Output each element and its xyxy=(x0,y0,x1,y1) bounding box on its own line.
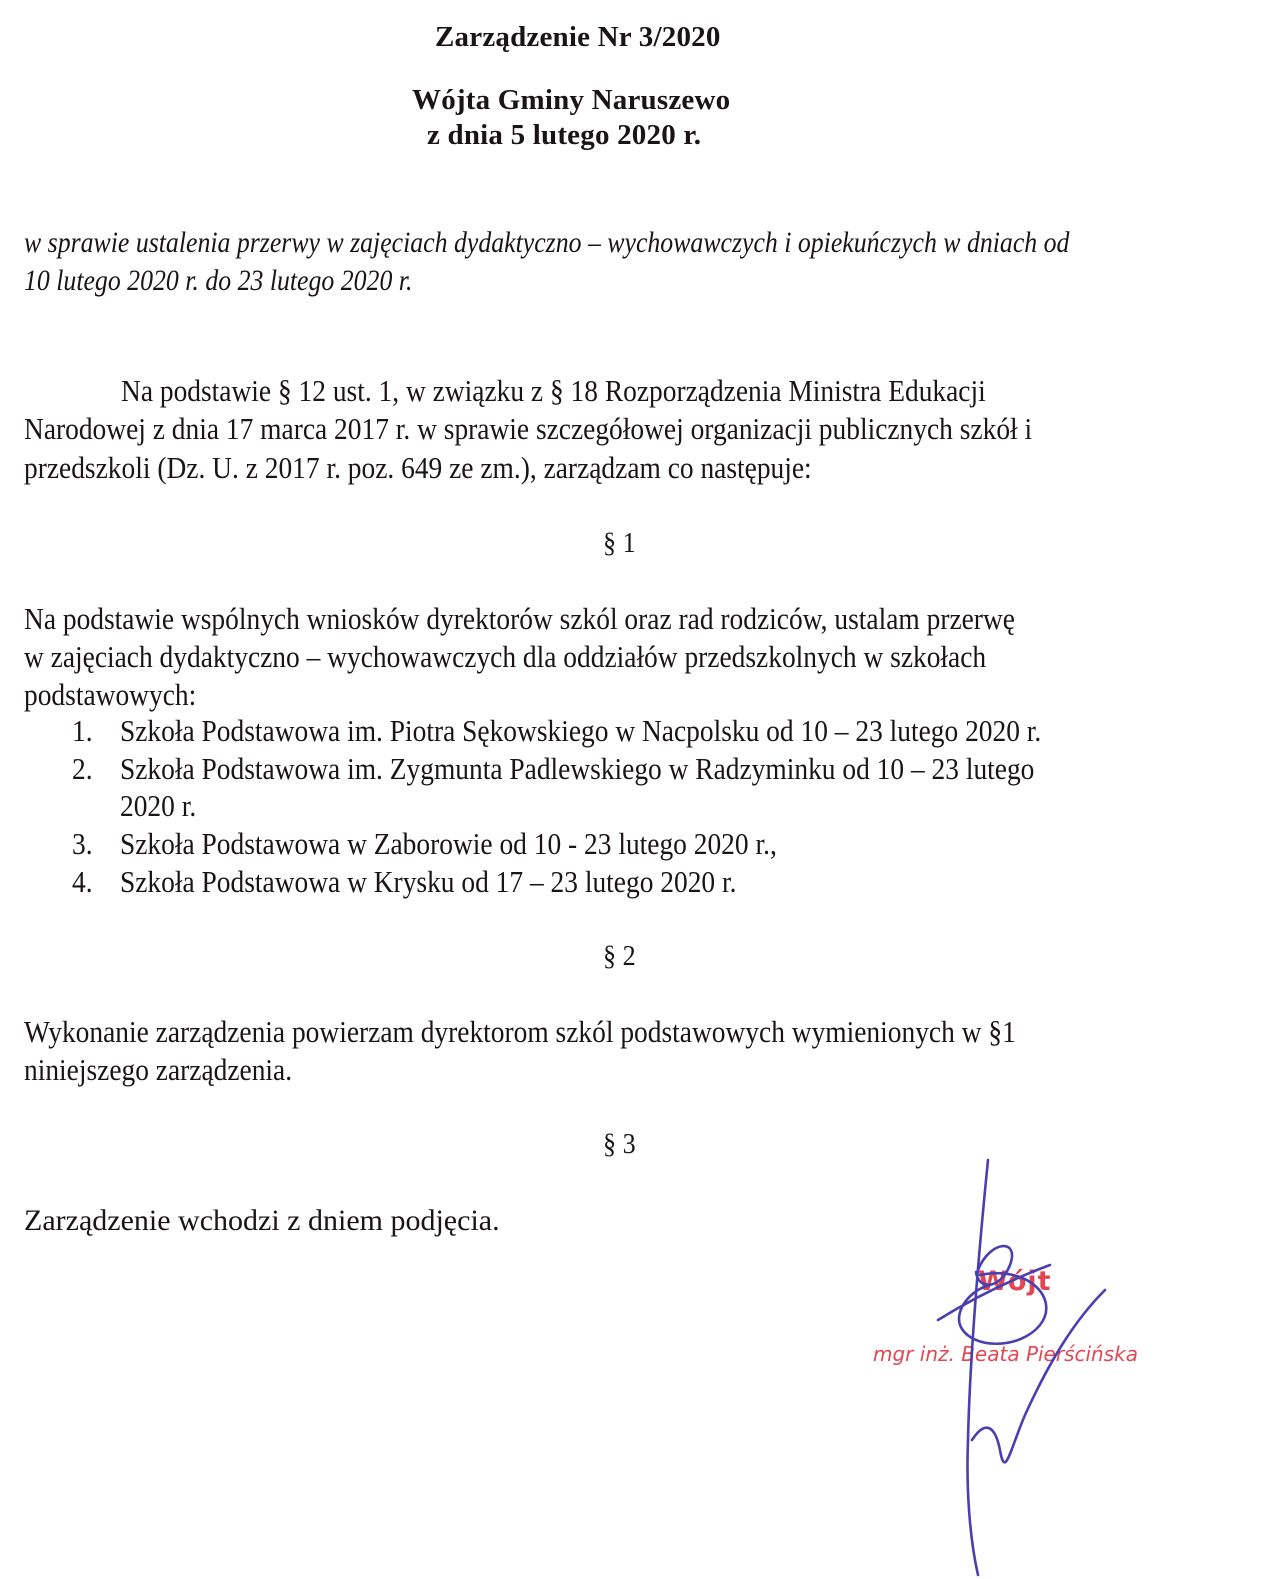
stamp-name: mgr inż. Beata Pierścińska xyxy=(873,1342,1138,1366)
list-item-number: 2. xyxy=(72,751,93,786)
list-item: Szkoła Podstawowa w Krysku od 17 – 23 lutego 2020 r. xyxy=(120,864,737,899)
subject-line-2: 10 lutego 2020 r. do 23 lutego 2020 r. xyxy=(24,264,413,297)
signature-stroke xyxy=(972,1290,1105,1462)
section-2-heading: § 2 xyxy=(603,940,636,972)
section-1-line-1: Na podstawie wspólnych wniosków dyrektorów szkól oraz rad rodziców, ustalam przerwę xyxy=(24,601,1015,636)
list-item-continuation: 2020 r. xyxy=(120,788,197,823)
document-date: z dnia 5 lutego 2020 r. xyxy=(427,119,702,151)
list-item-number: 1. xyxy=(72,713,93,748)
list-item-number: 4. xyxy=(72,864,93,899)
section-1-heading: § 1 xyxy=(603,527,636,559)
preamble-line-3: przedszkoli (Dz. U. z 2017 r. poz. 649 ze zm.), zarządzam co następuje: xyxy=(24,450,812,485)
document-issuer: Wójta Gminy Naruszewo xyxy=(412,84,731,116)
list-item: Szkoła Podstawowa w Zaborowie od 10 - 23 lutego 2020 r., xyxy=(120,826,777,861)
section-1-line-2: w zajęciach dydaktyczno – wychowawczych dla oddziałów przedszkolnych w szkołach xyxy=(24,639,987,674)
handwritten-signature xyxy=(860,1150,1200,1579)
preamble-line-1: Na podstawie § 12 ust. 1, w związku z § 18 Rozporządzenia Ministra Edukacji xyxy=(121,373,986,408)
section-3-heading: § 3 xyxy=(603,1128,636,1160)
section-2-line-2: niniejszego zarządzenia. xyxy=(24,1052,293,1087)
document-title: Zarządzenie Nr 3/2020 xyxy=(435,21,721,53)
signature-stroke xyxy=(967,1160,988,1575)
preamble-line-2: Narodowej z dnia 17 marca 2017 r. w sprawie szczegółowej organizacji publicznych szkół i xyxy=(24,411,1033,446)
subject-line-1: w sprawie ustalenia przerwy w zajęciach dydaktyczno – wychowawczych i opiekuńczych w dniach od xyxy=(24,226,1070,259)
stamp-title: Wójt xyxy=(978,1266,1052,1297)
signature-stroke xyxy=(976,1246,1012,1285)
list-item-number: 3. xyxy=(72,826,93,861)
list-item: Szkoła Podstawowa im. Piotra Sękowskiego w Nacpolsku od 10 – 23 lutego 2020 r. xyxy=(120,713,1042,748)
section-2-line-1: Wykonanie zarządzenia powierzam dyrektorom szkól podstawowych wymienionych w §1 xyxy=(24,1014,1016,1049)
list-item: Szkoła Podstawowa im. Zygmunta Padlewskiego w Radzyminku od 10 – 23 lutego xyxy=(120,751,1035,786)
section-3-line-1: Zarządzenie wchodzi z dniem podjęcia. xyxy=(24,1204,500,1237)
section-1-line-3: podstawowych: xyxy=(24,677,197,712)
